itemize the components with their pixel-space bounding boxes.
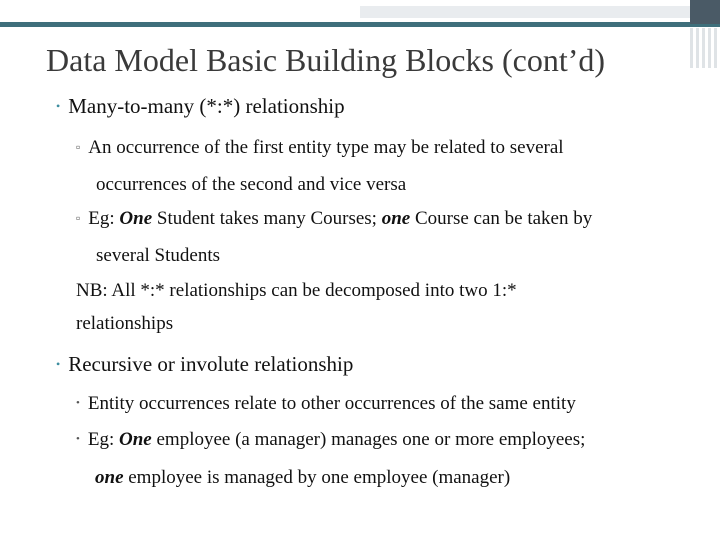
sub-marker: ▫: [76, 140, 81, 154]
sub-line: ▫ Eg: One Student takes many Courses; one Course can be taken by: [76, 208, 593, 229]
bullet-dot: •: [56, 357, 61, 371]
sub-line: ▫ An occurrence of the first entity type may be related to several: [76, 137, 564, 158]
bullet-recursive: [56, 352, 353, 377]
nb-line1: NB: All *:* relationships can be decomposed into two 1:*: [76, 280, 517, 301]
top-decoration: [0, 0, 720, 28]
sub-marker: ▫: [76, 211, 81, 225]
sub-line: • Eg: One employee (a manager) manages one or more employees;: [76, 429, 586, 450]
sub-item-example-employee: [76, 422, 676, 495]
corner-block: [690, 0, 720, 24]
sub-item-entity-occurrences: • Entity occurrences relate to other occurrences of the same entity: [76, 393, 576, 414]
slide-title: Data Model Basic Building Blocks (cont’d): [46, 42, 606, 78]
right-pattern: [690, 28, 720, 68]
sub-line-cont: occurrences of the second and vice versa: [96, 174, 407, 195]
bullet-text: Many-to-many (*:*) relationship: [68, 94, 345, 118]
nb-line2: relationships: [76, 313, 174, 334]
bullet-many-to-many: [56, 94, 345, 119]
nb-note: [76, 274, 672, 340]
sub-item-example-student: [76, 201, 672, 273]
teal-rule: [0, 22, 720, 27]
sub-line-cont: several Students: [96, 245, 221, 266]
sub-line-cont: one employee is managed by one employee (manager): [95, 467, 511, 488]
top-stripe: [360, 6, 690, 18]
bullet-text: Recursive or involute relationship: [68, 352, 354, 376]
sub-marker: •: [76, 397, 80, 409]
bullet-dot: •: [56, 99, 61, 113]
sub-marker: •: [76, 433, 80, 445]
sub-item-definition: [76, 130, 672, 202]
